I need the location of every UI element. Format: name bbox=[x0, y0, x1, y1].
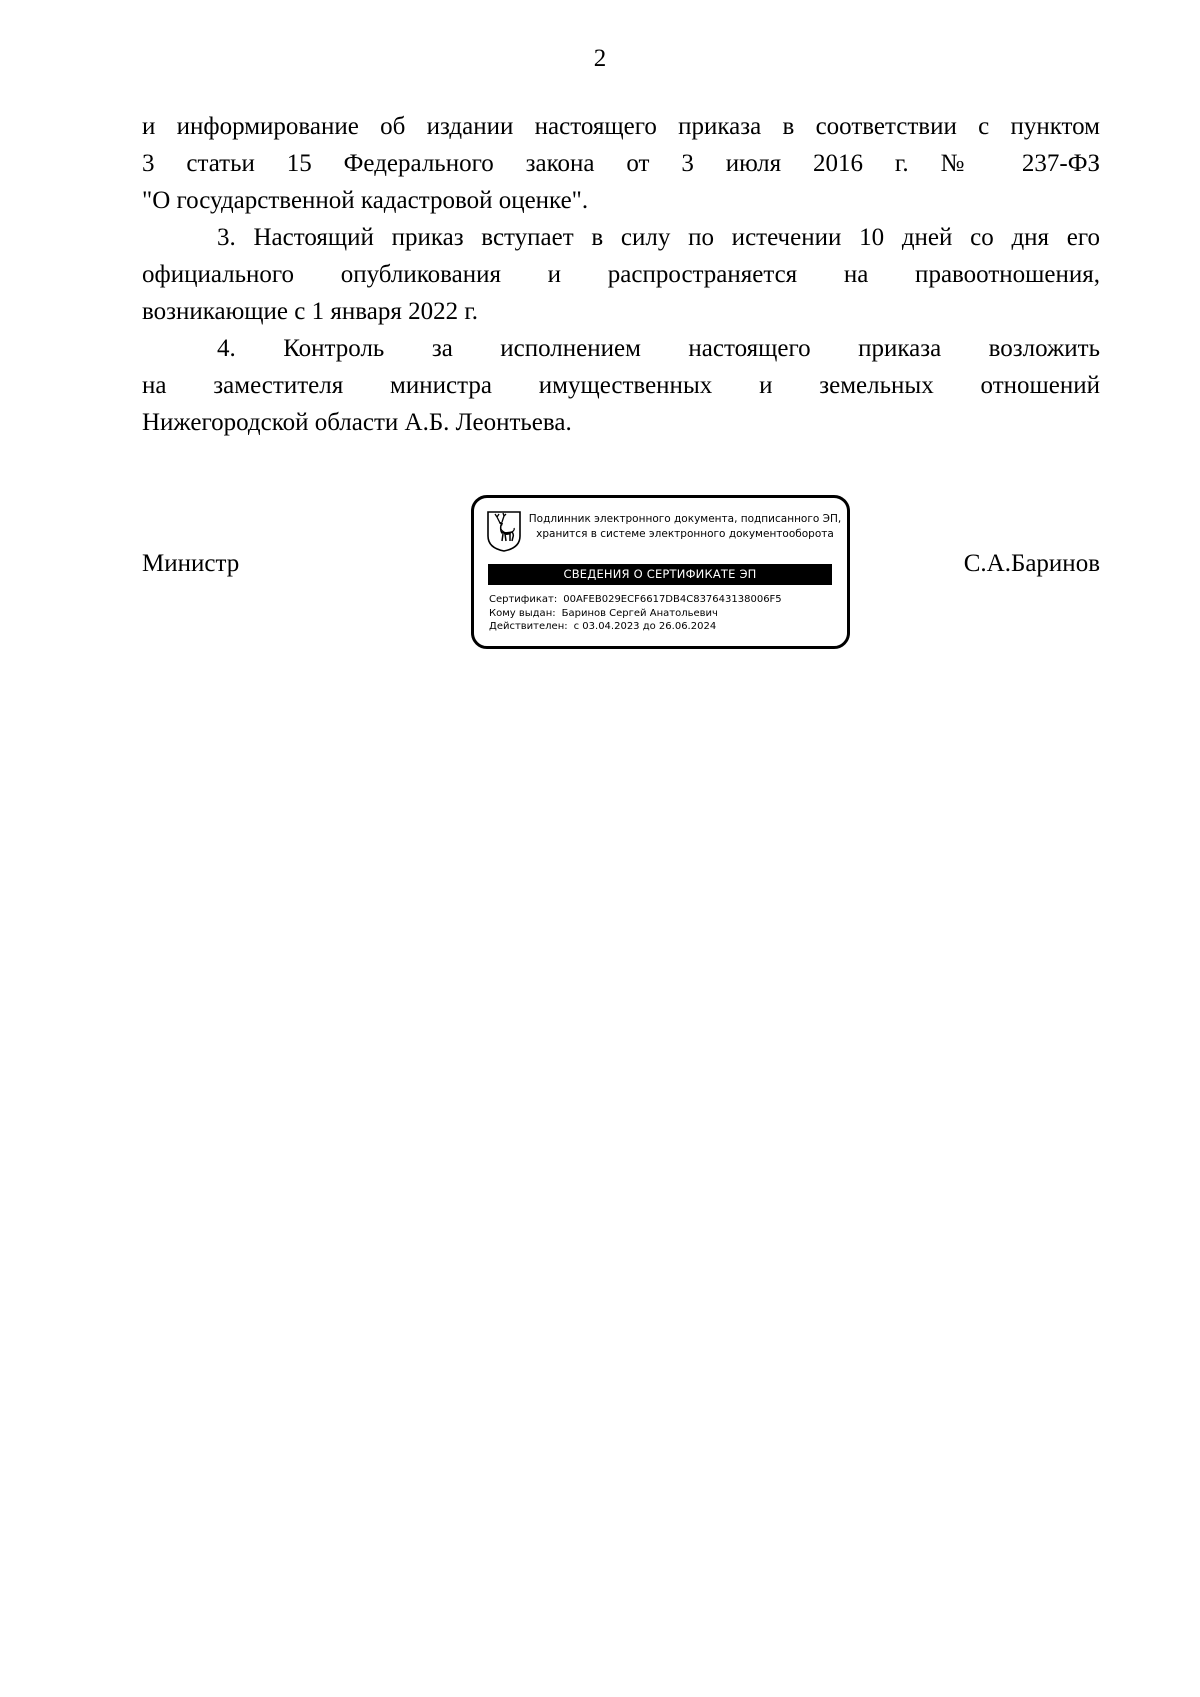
signer-position: Министр bbox=[142, 550, 240, 577]
stamp-header bbox=[526, 512, 844, 542]
stamp-details bbox=[489, 593, 839, 634]
text-line: возникающие с 1 января 2022 г. bbox=[142, 298, 479, 325]
paragraph-continuation bbox=[142, 108, 1100, 219]
nizhny-novgorod-deer-emblem-icon bbox=[486, 510, 522, 552]
signer-name: С.А.Баринов bbox=[963, 550, 1100, 577]
stamp-banner: СВЕДЕНИЯ О СЕРТИФИКАТЕ ЭП bbox=[488, 564, 832, 585]
certificate-value: 00AFEB029ECF6617DB4C837643138006F5 bbox=[563, 594, 782, 605]
stamp-header-line: Подлинник электронного документа, подписанного ЭП, bbox=[528, 513, 842, 525]
issued-to-label: Кому выдан: bbox=[489, 607, 556, 619]
text-line: "О государственной кадастровой оценке". bbox=[142, 187, 589, 214]
stamp-header-line: хранится в системе электронного документооборота bbox=[536, 528, 834, 540]
document-body bbox=[142, 108, 1100, 441]
issued-to-value: Баринов Сергей Анатольевич bbox=[561, 607, 718, 619]
text-line: на заместителя министра имущественных и земельных отношений bbox=[142, 372, 1100, 399]
page-number: 2 bbox=[593, 45, 607, 72]
text-line: и информирование об издании настоящего приказа в соответствии с пунктом bbox=[142, 113, 1100, 140]
certificate-label: Сертификат: bbox=[489, 594, 558, 605]
paragraph-item-4 bbox=[142, 330, 1100, 441]
validity-label: Действителен: bbox=[489, 621, 568, 632]
text-line: 4. Контроль за исполнением настоящего приказа возложить bbox=[217, 335, 1100, 362]
text-line: Нижегородской области А.Б. Леонтьева. bbox=[142, 409, 572, 436]
electronic-signature-stamp bbox=[471, 495, 850, 649]
validity-row bbox=[489, 620, 839, 634]
paragraph-item-3 bbox=[142, 219, 1100, 330]
text-line: официального опубликования и распространяется на правоотношения, bbox=[142, 261, 1100, 288]
text-line: 3 статьи 15 Федерального закона от 3 июля 2016 г. № 237-ФЗ bbox=[142, 150, 1100, 177]
certificate-row bbox=[489, 593, 839, 607]
text-line: 3. Настоящий приказ вступает в силу по истечении 10 дней со дня его bbox=[217, 224, 1100, 251]
validity-value: с 03.04.2023 до 26.06.2024 bbox=[573, 621, 717, 632]
issued-to-row bbox=[489, 607, 839, 621]
